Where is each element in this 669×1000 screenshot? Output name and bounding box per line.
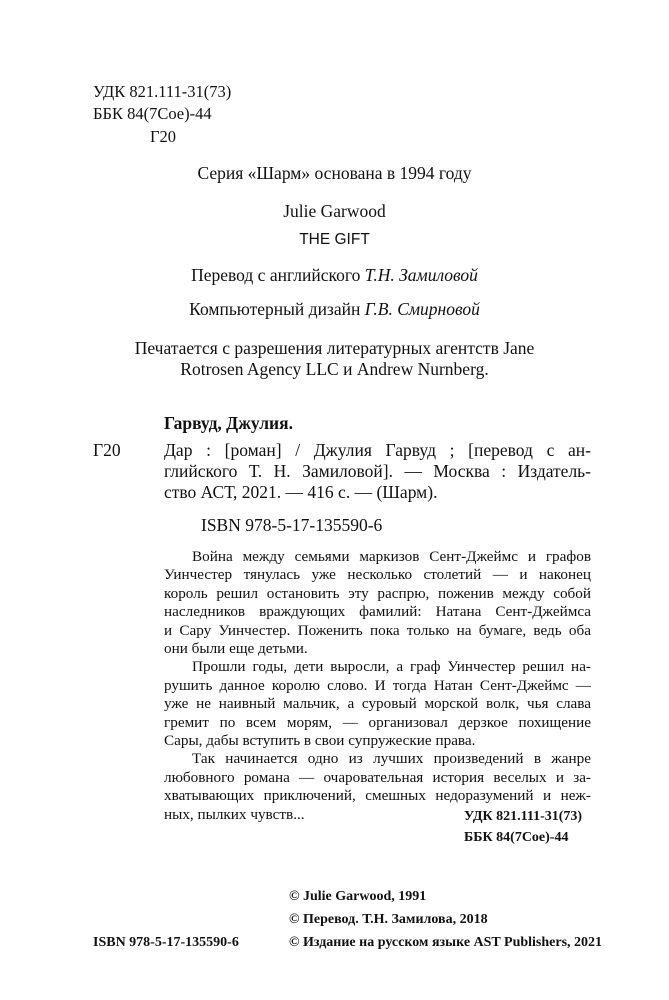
copyright-translation: © Перевод. Т.Н. Замилова, 2018 [289,912,488,927]
translator-name: Т.Н. Замиловой [364,265,478,285]
catalog-heading: Гарвуд, Джулия. [164,413,293,433]
permission-line-2: Rotrosen Agency LLC и Andrew Nurnberg. [180,359,489,379]
permission-line-1: Печатается с разрешения литературных агентств Jane [134,338,535,358]
original-author: Julie Garwood [283,201,386,221]
catalog-line: Дар : [роман] / Джулия Гарвуд ; [перевод с ан- [164,440,591,460]
annotation [164,548,591,824]
annotation-line: Уинчестер тянулась уже несколько столетий — и наконец [164,566,591,584]
annotation-line: уже не наивный мальчик, а суровый морской волк, чья слава [164,695,591,713]
annotation-line: гремит по всем морям, — организовал дерзкое похищение [164,713,591,731]
annotation-paragraph-1 [164,548,591,658]
annotation-line: они были еще детьми. [164,640,308,658]
annotation-line: наследников враждующих фамилий: Натана Сент-Джеймса [164,603,591,621]
annotation-line: хватывающих приключений, смешных недоразумений и неж- [164,787,591,805]
original-title: THE GIFT [299,231,370,248]
catalog-description [164,440,591,503]
catalog-mark: Г20 [93,440,121,460]
designer-name: Г.В. Смирновой [364,299,480,319]
series-note: Серия «Шарм» основана в 1994 году [197,163,472,183]
udk-code-repeat: УДК 821.111-31(73) [464,809,583,824]
copyright-author: © Julie Garwood, 1991 [289,889,427,904]
annotation-line: Так начинается одно из лучших произведений в жанре [192,750,591,768]
annotation-line: и Сару Уинчестер. Поженить пока только на бумаге, ведь оба [164,621,591,639]
design-label: Компьютерный дизайн [189,299,361,319]
annotation-line: любовного романа — очаровательная история веселых и за- [164,768,591,786]
catalog-line: глийского Т. Н. Замиловой]. — Москва : Издатель- [164,461,591,481]
copyright-edition: © Издание на русском языке AST Publishers, 2021 [289,935,603,950]
translation-label: Перевод с английского [191,265,361,285]
annotation-line: Война между семьями маркизов Сент-Джеймс и графов [192,548,591,565]
bbk-code: ББК 84(7Сое)-44 [93,104,212,123]
annotation-paragraph-2 [164,658,591,750]
udk-code: УДК 821.111-31(73) [93,82,232,101]
annotation-line: ных, пылких чувств... [164,805,305,823]
author-mark: Г20 [150,127,177,146]
bbk-code-repeat: ББК 84(7Сое)-44 [464,830,569,845]
annotation-line: Прошли годы, дети выросли, а граф Уинчестер решил на- [192,658,591,676]
catalog-isbn: ISBN 978-5-17-135590-6 [201,515,383,535]
catalog-line: ство АСТ, 2021. — 416 с. — (Шарм). [164,482,438,502]
annotation-line: Сары, дабы вступить в свои супружеские права. [164,732,476,750]
annotation-line: рушить данное королю слово. И тогда Натан Сент-Джеймс — [164,676,591,694]
design-credit [0,299,669,320]
translation-credit [0,265,669,286]
copyright-isbn: ISBN 978-5-17-135590-6 [93,935,239,950]
annotation-line: король решил остановить эту распрю, поженив между собой [164,584,591,602]
